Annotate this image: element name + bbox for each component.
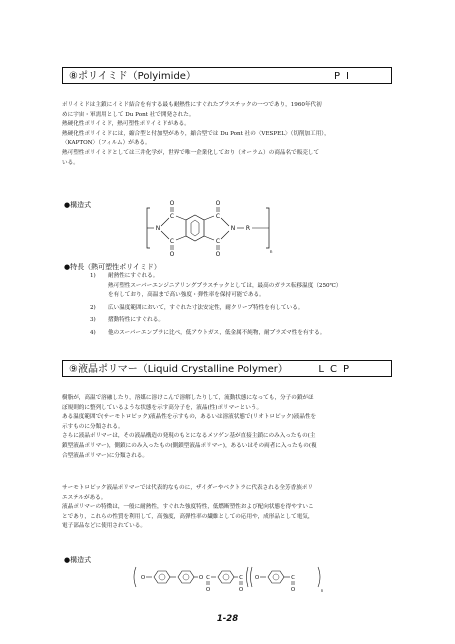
atom-r: R bbox=[245, 225, 251, 232]
atom-c: C bbox=[206, 575, 210, 581]
section-abbreviation: LCP bbox=[318, 364, 355, 375]
text-line: サーモトロピック液晶ポリマーでは代表的なものに，ザイダーやベクトラに代表される全芳香族ポリ bbox=[62, 485, 313, 491]
structure-label: ●構造式 bbox=[64, 201, 92, 209]
atom-o: O bbox=[215, 251, 221, 258]
section-heading-polyimide bbox=[62, 67, 392, 84]
text-line: ポリイミドは主鎖にイミド結合を有する最も耐熱性にすぐれたプラスチックの一つであり，1960年代初 bbox=[62, 102, 322, 108]
text-line: エステルがある。 bbox=[62, 494, 107, 501]
polyimide-features bbox=[90, 272, 341, 339]
text-line: とであり，これらの性質を利用して，高強度，高弾性率の繊維としての応用や，成形品として電気， bbox=[62, 513, 314, 520]
text-line: 液晶ポリマーの特徴は，一般に耐熱性，すぐれた強度特性，低燃断塑性および配向状態を得やすいこ bbox=[62, 504, 314, 511]
atom-o: O bbox=[205, 587, 211, 593]
lcp-description bbox=[62, 394, 402, 461]
atom-c: C bbox=[291, 575, 295, 581]
page-number: 1-28 bbox=[216, 614, 239, 624]
atom-o: O bbox=[198, 575, 204, 581]
text-line: 樹脂が，高温で溶融したり，溶媒に溶けこんで溶解したりして，流動状態になっても，分子の鎖がほ bbox=[62, 395, 314, 401]
lcp-structural-formula bbox=[132, 563, 322, 595]
atom-c: C bbox=[215, 213, 221, 220]
list-item-continuation: 熱可塑性スーパーエンジニアリングプラスチックとしては，最高のガラス転移温度（250℃） bbox=[108, 282, 342, 289]
atom-n: N bbox=[230, 225, 236, 232]
list-item: 1) 耐熱性にすぐれる。 bbox=[90, 273, 159, 279]
atom-o: O bbox=[215, 200, 221, 207]
atom-o: O bbox=[238, 587, 244, 593]
text-line: 熱硬化性ポリイミド，熱可塑性ポリイミドがある。 bbox=[62, 121, 190, 128]
features-label: ●特長（熱可塑性ポリイミド） bbox=[64, 263, 161, 271]
atom-c: C bbox=[215, 238, 221, 245]
text-line: ぼ規則的に整列しているような状態を示す高分子を，液晶(性)ポリマーという。 bbox=[62, 404, 263, 411]
text-line: ある温度範囲で(サーモトロピック)液晶性を示すもの，あるいは溶液状態で(リオトロピック)液晶性を bbox=[62, 414, 317, 421]
section-title: ⑧ポリイミド（Polyimide） bbox=[69, 71, 196, 82]
text-line: さらに液晶ポリマーは，その液晶構造の発現のもとになるメソゲン基が直接主鎖にのみ入ったもの(主 bbox=[62, 433, 316, 440]
atom-c: C bbox=[169, 213, 175, 220]
list-item-continuation: を有しており，高温まで高い強度・弾性率を保持可能である。 bbox=[108, 292, 265, 299]
atom-o: O bbox=[169, 200, 175, 207]
text-line: 熱可塑性ポリイミドとしては三井化学が，世界で唯一企業化しており（オーラム）の商品名で販売して bbox=[62, 149, 320, 156]
structure-label: ●構造式 bbox=[64, 556, 92, 564]
text-line: めに宇宙・軍需用として Du Pont 社で開発された。 bbox=[62, 111, 195, 118]
atom-o: O bbox=[254, 575, 260, 581]
section-title: ⑨液晶ポリマー（Liquid Crystalline Polymer） bbox=[69, 364, 288, 375]
atom-o: O bbox=[169, 251, 175, 258]
atom-n: N bbox=[155, 225, 161, 232]
text-line: 〈KAPTON〉（フィルム）がある。 bbox=[62, 140, 151, 147]
text-line: 示すものに分類される。 bbox=[62, 423, 124, 430]
section-heading-lcp bbox=[62, 360, 392, 377]
atom-c: C bbox=[239, 575, 243, 581]
polyimide-structural-formula bbox=[140, 198, 280, 258]
text-line: 合型液晶ポリマー)に分類される。 bbox=[62, 452, 148, 459]
repeat-subscript: n bbox=[269, 250, 273, 255]
atom-c: C bbox=[169, 238, 175, 245]
list-item: 4) 他のスーパーエンプラに比べ，低アウトガス，低金属不純物，耐プラズマ性を有する。 bbox=[90, 329, 326, 336]
text-line: いる。 bbox=[62, 159, 79, 166]
atom-o: O bbox=[290, 587, 296, 593]
lcp-features bbox=[62, 484, 402, 532]
atom-o: O bbox=[140, 575, 146, 581]
text-line: 鎖型液晶ポリマー)，側鎖にのみ入ったもの(側鎖型液晶ポリマー)，あるいはその両者に入ったもの(複 bbox=[62, 442, 317, 449]
list-item: 2) 広い温度範囲において，すぐれた寸法安定性，耐クリープ特性を有している。 bbox=[90, 304, 304, 311]
text-line: 熱硬化性ポリイミドには，縮合型と付加型があり，縮合型では Du Pont 社の〈VESPEL〉（切削加工用）， bbox=[62, 130, 330, 137]
text-line: 電子部品などに使用されている。 bbox=[62, 523, 146, 530]
polyimide-intro bbox=[62, 101, 402, 168]
section-abbreviation: PI bbox=[334, 71, 355, 82]
list-item: 3) 摺動特性にすぐれる。 bbox=[90, 317, 164, 324]
repeat-subscript: n bbox=[320, 588, 324, 593]
